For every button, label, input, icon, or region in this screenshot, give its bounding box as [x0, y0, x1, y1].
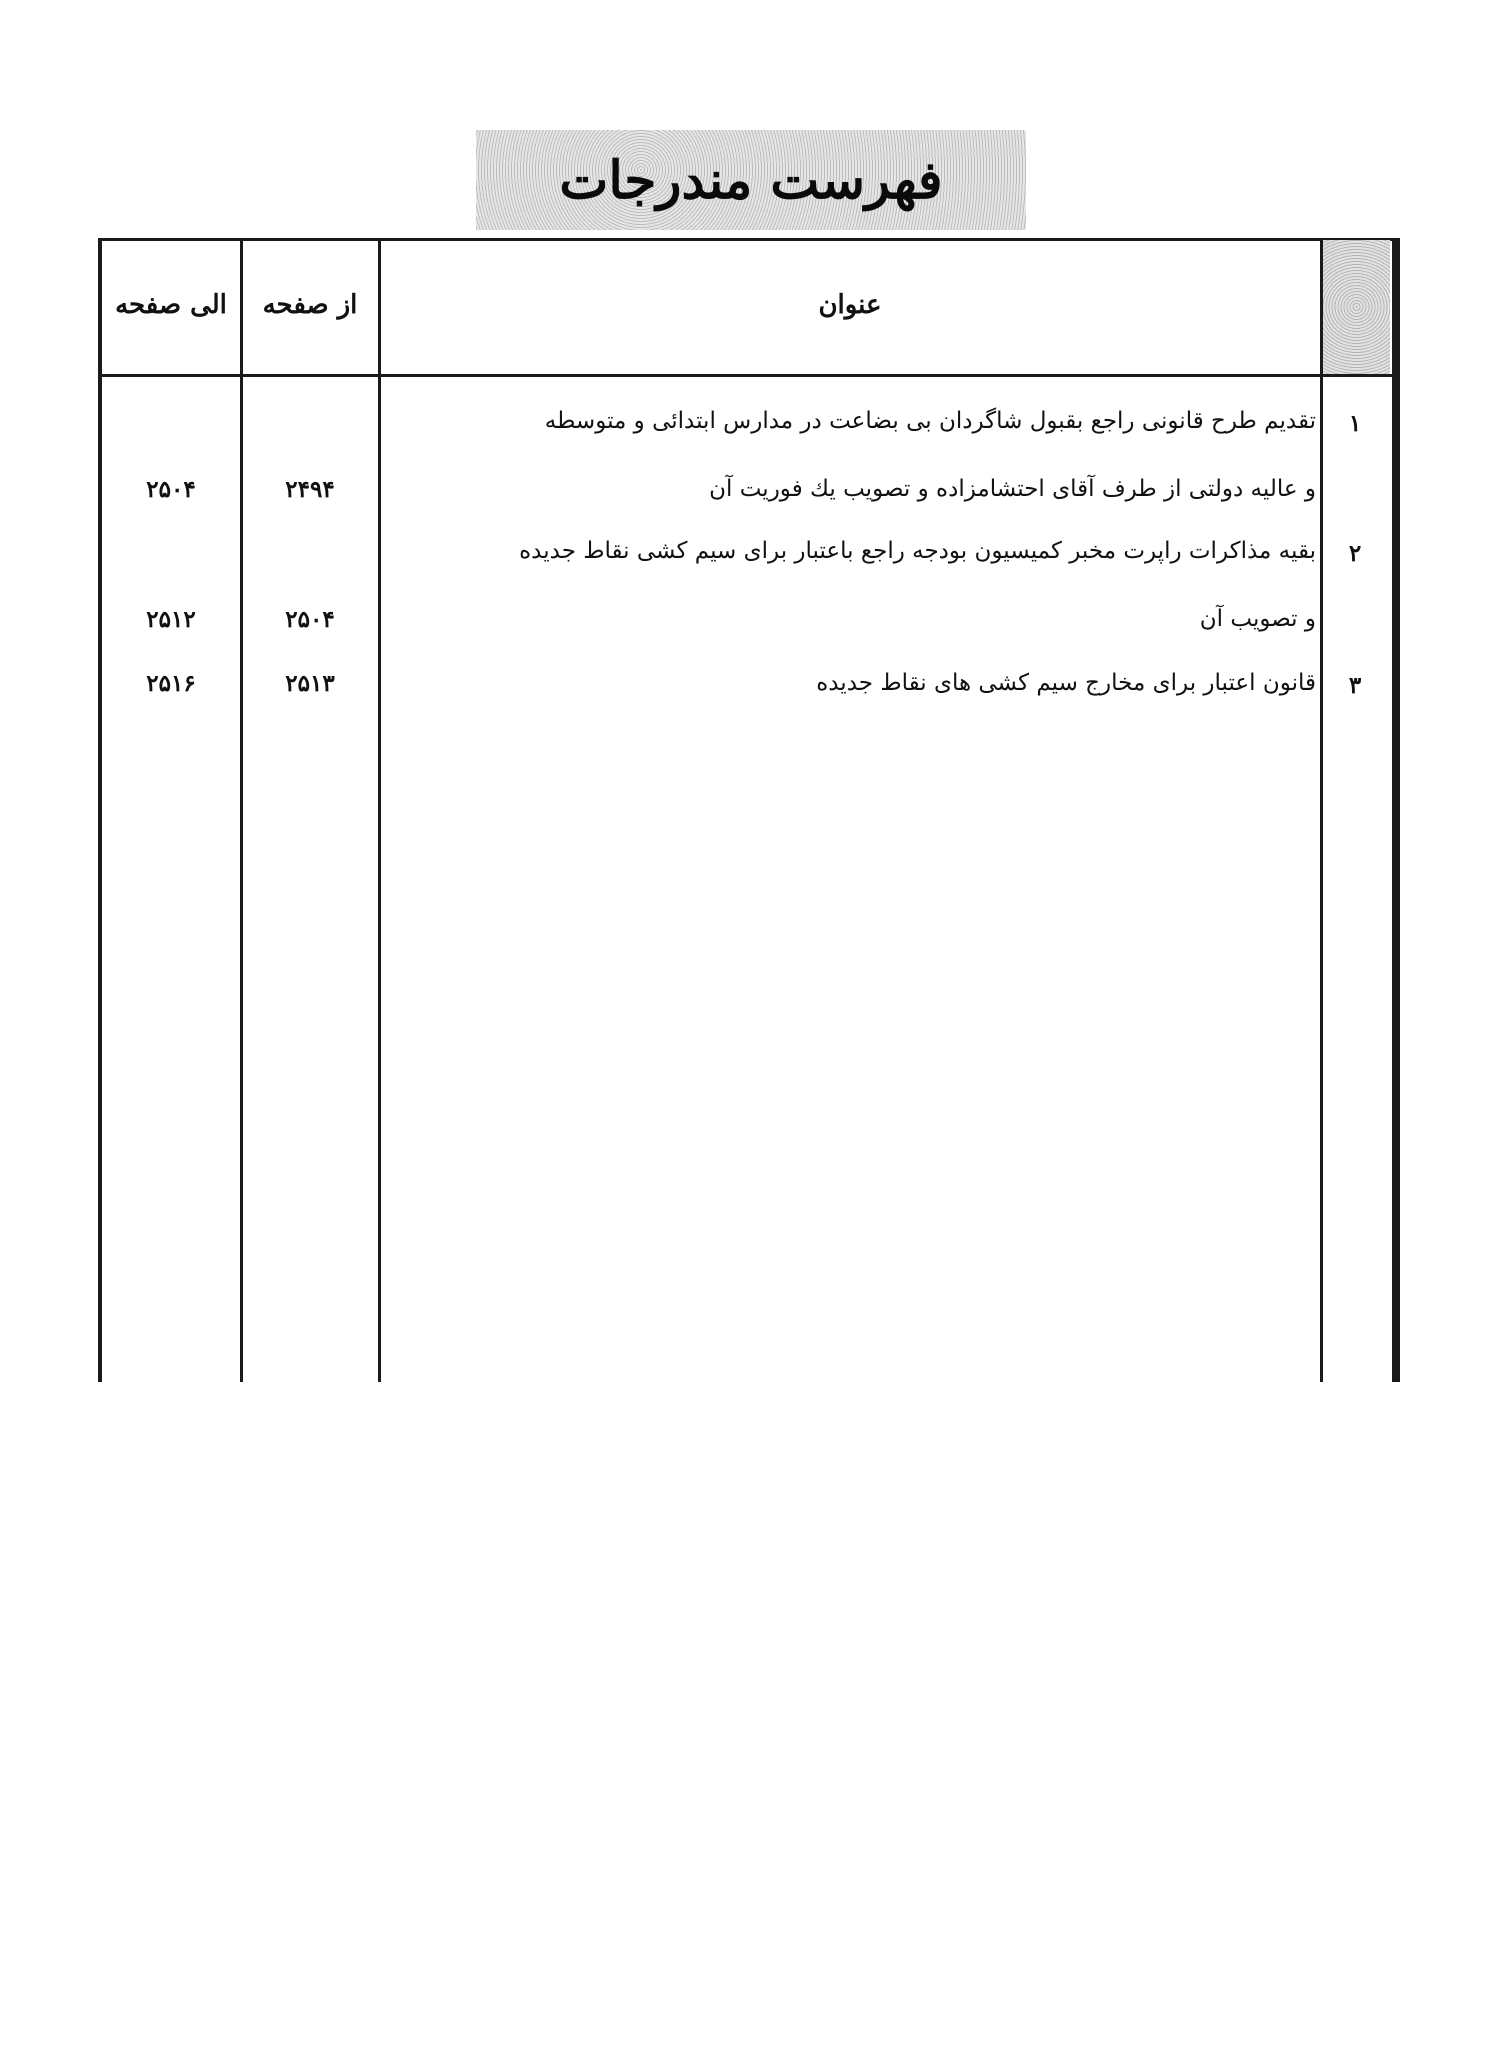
row-from-page: ۲۴۹۴: [285, 476, 335, 503]
row-title-line: بقیه مذاکرات راپرت مخبر کمیسیون بودجه راجع باعتبار برای سیم کشی نقاط جدیده: [519, 538, 1316, 564]
row-from-page: ۲۵۰۴: [285, 606, 335, 633]
header-to-page: الی صفحه: [115, 290, 227, 320]
row-from-page: ۲۵۱۳: [285, 670, 335, 697]
row-to-page: ۲۵۱۲: [146, 606, 196, 633]
title-banner: [476, 130, 1026, 230]
row-number: ۱: [1348, 410, 1362, 437]
row-title-line: و تصویب آن: [1199, 606, 1316, 632]
row-number: ۳: [1348, 672, 1362, 699]
row-title-line: و عالیه دولتی از طرف آقای احتشامزاده و تصویب یك فوریت آن: [709, 476, 1316, 502]
page-title: فهرست مندرجات: [559, 149, 943, 211]
header-divider: [98, 374, 1400, 377]
column-divider-title-number: [1320, 240, 1323, 1382]
row-title-line: تقدیم طرح قانونی راجع بقبول شاگردان بی بضاعت در مدارس ابتدائی و متوسطه: [544, 408, 1316, 434]
row-to-page: ۲۵۰۴: [146, 476, 196, 503]
header-title: عنوان: [818, 290, 882, 320]
column-divider-from-title: [378, 240, 381, 1382]
row-title-line: قانون اعتبار برای مخارج سیم کشی های نقاط جدیده: [816, 670, 1316, 696]
header-from-page: از صفحه: [262, 290, 358, 320]
number-column-header: [1323, 240, 1390, 374]
row-number: ۲: [1348, 540, 1362, 567]
row-to-page: ۲۵۱۶: [146, 670, 196, 697]
column-divider-to-from: [240, 240, 243, 1382]
